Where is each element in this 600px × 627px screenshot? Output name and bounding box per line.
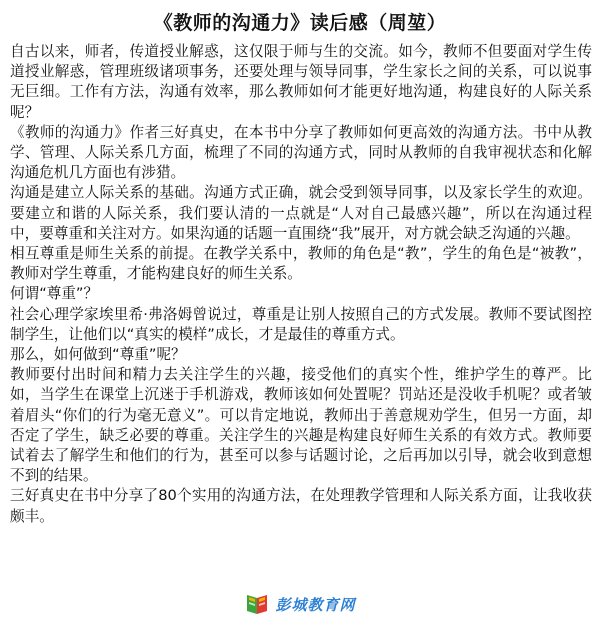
- paragraph-respect: 相互尊重是师生关系的前提。在教学关系中，教师的角色是“教”，学生的角色是“被教”，教师对学生尊重，才能构建良好的师生关系。: [10, 245, 592, 283]
- document-title: 《教师的沟通力》读后感（周堃）: [153, 12, 447, 34]
- paragraph-intro: 自古以来，师者，传道授业解惑，这仅限于师与生的交流。如今，教师不但要面对学生传道授业解惑，管理班级诸项事务，还要处理与领导同事，学生家长之间的关系，可以说事无巨细。工作有方法，沟通有效率，那么教师如何才能更好地沟通，构建良好的人际关系呢？: [10, 43, 592, 121]
- paragraph-book-summary: 《教师的沟通力》作者三好真史，在本书中分享了教师如何更高效的沟通方法。书中从教学、管理、人际关系几方面，梳理了不同的沟通方式，同时从教师的自我审视状态和化解沟通危机几方面也有涉猎。: [10, 123, 592, 182]
- paragraph-question-how: 那么，如何做到“尊重”呢？: [10, 346, 186, 364]
- document-body: [10, 42, 592, 527]
- paragraph-conclusion: 三好真史在书中分享了80个实用的沟通方法，在处理教学管理和人际关系方面，让我收获颇丰。: [10, 487, 592, 525]
- paragraph-question-respect: 何谓“尊重”？: [10, 285, 99, 303]
- book-icon: [244, 593, 270, 615]
- site-logo: [244, 593, 355, 615]
- footer: [0, 593, 600, 615]
- paragraph-communication: 沟通是建立人际关系的基础。沟通方式正确，就会受到领导同事，以及家长学生的欢迎。要建立和谐的人际关系，我们要认清的一点就是“人对自己最感兴趣”，所以在沟通过程中，要尊重和关注对方。如果沟通的话题一直围绕“我”展开，对方就会缺乏沟通的兴趣。: [10, 184, 592, 242]
- paragraph-example: 教师要付出时间和精力去关注学生的兴趣，接受他们的真实个性，维护学生的尊严。比如，当学生在课堂上沉迷于手机游戏，教师该如何处置呢？罚站还是没收手机呢？或者皱着眉头“你们的行为毫无意义”。可以肯定地说，教师出于善意规劝学生，但另一方面，却否定了学生，缺乏必要的尊重。关注学生的兴趣是构建良好师生关系的有效方式。教师要试着去了解学生和他们的行为，甚至可以参与话题讨论，之后再加以引导，就会收到意想不到的结果。: [10, 366, 592, 485]
- logo-text: 彭城教育网: [275, 595, 356, 614]
- paragraph-fromm: 社会心理学家埃里希·弗洛姆曾说过，尊重是让别人按照自己的方式发展。教师不要试图控制学生，让他们以“真实的模样”成长，才是最佳的尊重方式。: [10, 305, 592, 343]
